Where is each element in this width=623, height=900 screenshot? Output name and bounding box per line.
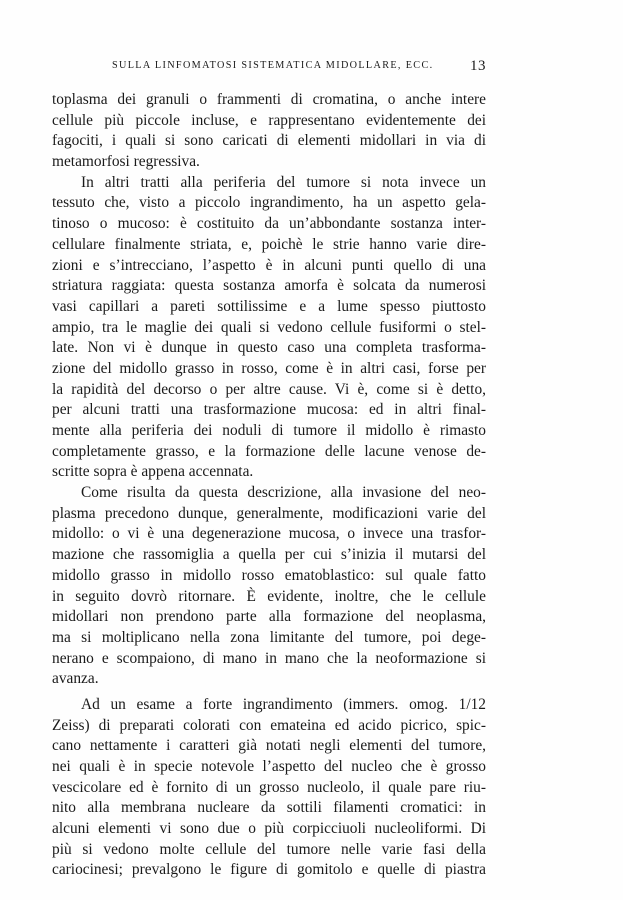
text-line: completamente grasso, e la formazione delle lacune venose de- <box>52 442 486 460</box>
text-line: cellule più piccole incluse, e rappresentano evidentemente dei <box>52 111 486 129</box>
text-line: tessuto che, visto a piccolo ingrandimento, ha un aspetto gela- <box>52 194 486 212</box>
text-line: vasi capillari a pareti sottilissime e a lume spesso piuttosto <box>52 297 486 315</box>
text-line: cano nettamente i caratteri già notati negli elementi del tumore, <box>52 737 486 755</box>
text-line: nei quali è in specie notevole l’aspetto del nucleo che è grosso <box>52 758 486 775</box>
text-line: nerano e scompaiono, di mano in mano che la neoformazione si <box>52 649 486 667</box>
text-line: Ad un esame a forte ingrandimento (immers. omog. 1/12 <box>81 695 486 713</box>
text-line: tinoso o mucoso: è costituito da un’abbondante sostanza inter- <box>52 215 486 233</box>
text-line: toplasma dei granuli o frammenti di cromatina, o anche intere <box>52 91 486 108</box>
paragraph <box>52 173 486 483</box>
running-header <box>52 58 486 76</box>
body-text <box>52 90 486 881</box>
text-line: midollari non prendono parte alla formazione del neoplasma, <box>52 608 486 626</box>
text-line: In altri tratti alla periferia del tumore si nota invece un <box>81 173 486 191</box>
paragraph <box>52 695 486 881</box>
text-line: ma si moltiplicano nella zona limitante del tumore, poi dege- <box>52 628 486 646</box>
text-line: nito alla membrana nucleare da sottili filamenti cromatici: in <box>52 799 486 817</box>
paragraph <box>52 90 486 173</box>
text-line: plasma precedono dunque, generalmente, modificazioni varie del <box>52 504 486 522</box>
text-line: striatura raggiata: questa sostanza amorfa è solcata da numerosi <box>52 277 486 295</box>
text-line: per alcuni tratti una trasformazione mucosa: ed in altri final- <box>52 401 486 419</box>
text-line: metamorfosi regressiva. <box>52 153 200 171</box>
text-line: late. Non vi è dunque in questo caso una completa trasforma- <box>52 339 486 357</box>
page-number: 13 <box>470 58 486 74</box>
running-title: SULLA LINFOMATOSI SISTEMATICA MIDOLLARE, ECC. <box>112 60 434 71</box>
text-line: ampio, tra le maglie dei quali si vedono cellule fusiformi o stel- <box>52 318 486 336</box>
text-line: midollo: o vi è una degenerazione mucosa, o invece una trasfor- <box>52 525 486 543</box>
text-line: in seguito dovrò ritornare. È evidente, inoltre, che le cellule <box>52 587 486 605</box>
text-line: mazione che rassomiglia a quella per cui s’inizia il mutarsi del <box>52 546 486 564</box>
text-line: la rapidità del decorso o per altre cause. Vi è, come si è detto, <box>52 380 486 398</box>
text-line: cariocinesi; prevalgono le figure di gomitolo e quelle di piastra <box>52 861 486 879</box>
text-line: scritte sopra è appena accennata. <box>52 463 254 481</box>
paragraph <box>52 483 486 690</box>
text-line: cellulare finalmente striata, e, poichè le strie hanno varie dire- <box>52 235 486 253</box>
text-line: vescicolare ed è fornito di un grosso nucleolo, il quale pare riu- <box>52 778 486 796</box>
text-line: zioni e s’intrecciano, l’aspetto è in alcuni punti quello di una <box>52 256 486 274</box>
text-line: Come risulta da questa descrizione, alla invasione del neo- <box>81 484 486 502</box>
text-line: alcuni elementi vi sono due o più corpicciuoli nucleoliformi. Di <box>52 820 486 838</box>
text-line: mente alla periferia dei noduli di tumore il midollo è rimasto <box>52 422 486 439</box>
text-line: avanza. <box>52 670 99 688</box>
text-line: midollo grasso in midollo rosso ematoblastico: sul quale fatto <box>52 566 486 584</box>
text-line: fagociti, i quali si sono caricati di elementi midollari in via di <box>52 132 486 150</box>
text-line: più si vedono molte cellule del tumore nelle varie fasi della <box>52 840 486 858</box>
text-line: zione del midollo grasso in rosso, come è in altri casi, forse per <box>52 359 486 377</box>
text-line: Zeiss) di preparati colorati con emateina ed acido picrico, spic- <box>52 716 486 734</box>
